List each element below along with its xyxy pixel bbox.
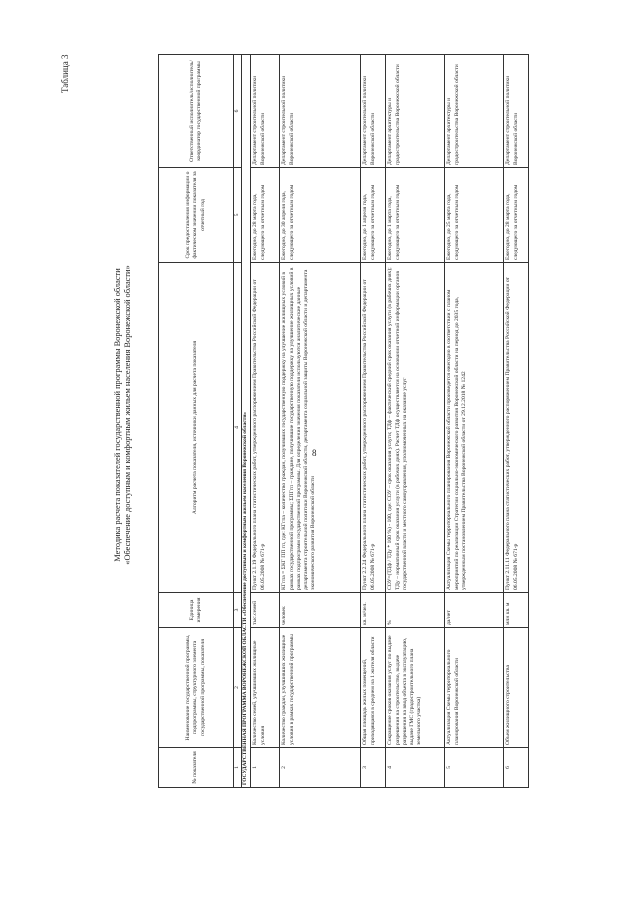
- col-number: 5: [234, 168, 242, 263]
- row-name: Сокращение сроков оказания услуг по выдаче разрешения на строительство, выдаче разрешения на ввод объекта в эксплуатацию, выдаче ГМС (градостроительного плана земельного участка): [386, 628, 445, 748]
- row-algorithm: КГгпа = ΣКГ ПП гп, где: КГгпа – количество граждан, получивших государственную поддержку на улучшение жилищных условий в рамках государственной программы; ΣПГгп – граждане, получившие государственную поддержку на улучшение жилищных условий в рамках подпрограмм государственной программы. Для определения значения показателя используются аналитические данные департамента строительной политики Воронежской области, департамента социальной защиты Воронежской области и департамента экономического развития Воронежской области: [280, 263, 361, 593]
- row-unit: кв. м/чел.: [361, 593, 386, 628]
- table-row: [386, 55, 445, 788]
- header-name: Наименование государственной программы, подпрограммы, структурного элемента государственной программы, показателя: [159, 628, 234, 748]
- table-row: [445, 55, 504, 788]
- row-algorithm: СОУ=(ТДф / ТДу * 100 %) - 100, где: СОУ – срок оказания услуги; ТДф – фактический средний срок оказания услуги (в рабочих днях); ТДу – нормативный срок оказания услуги (в рабочих днях). Расчет ТДф осуществляется на основании отчетной информации органов государственной власти и местного самоуправления, уполномоченных на оказание услуг: [386, 263, 445, 593]
- row-number: 1: [251, 748, 280, 788]
- col-number: 6: [234, 55, 242, 168]
- row-number: 5: [445, 748, 504, 788]
- header-unit: Единица измерения: [159, 593, 234, 628]
- col-number: 1: [234, 748, 242, 788]
- col-number: 3: [234, 593, 242, 628]
- row-responsible: Департамент строительной политики Воронежской области: [251, 55, 280, 168]
- col-number: 4: [234, 263, 242, 593]
- row-name: Объем жилищного строительства: [504, 628, 529, 748]
- table-row: [361, 55, 386, 788]
- row-term: Ежегодно, до 1 апреля года, следующего за отчетным годом: [361, 168, 386, 263]
- column-number-row: [234, 55, 242, 788]
- row-responsible: Департамент строительной политики Воронежской области: [280, 55, 361, 168]
- title-line-2: «Обеспечение доступным и комфортным жильем населения Воронежской области»: [123, 265, 132, 565]
- section-title: ГОСУДАРСТВЕННАЯ ПРОГРАММА ВОРОНЕЖСКОЙ ОБЛАСТИ «Обеспечение доступным и комфортным жильем населения Воронежской области»: [242, 55, 251, 788]
- row-number: 2: [280, 748, 361, 788]
- table-row: [251, 55, 280, 788]
- row-name: Количество граждан, улучшивших жилищные условия в рамках государственной программы: [280, 628, 361, 748]
- row-responsible: Департамент строительной политики Воронежской области: [361, 55, 386, 168]
- table-row: [504, 55, 529, 788]
- row-unit: тыс.семей: [251, 593, 280, 628]
- row-term: Ежегодно, до 30 апреля года, следующего за отчетным годом: [280, 168, 361, 263]
- row-algorithm: Пункт 2.11.11 Федерального плана статистических работ, утвержденного распоряжением Правительства Российской Федерации от 06.05.2008 № 671-р: [504, 263, 529, 593]
- header-number: № показателя: [159, 748, 234, 788]
- header-term: Срок предоставления информации о фактическом значении показателя за отчетный год: [159, 168, 234, 263]
- title-line-1: Методика расчета показателей государственной программы Воронежской области: [113, 268, 122, 562]
- row-responsible: Департамент архитектуры и градостроительства Воронежской области: [445, 55, 504, 168]
- row-name: Актуализация Схемы территориального планирования Воронежской области: [445, 628, 504, 748]
- row-algorithm: Актуализация Схемы территориального планирования Воронежской области произведется ежегодно в соответствии с планом мероприятий по реализации Стратегии социально-экономического развития Воронежской области на период до 2035 года, утвержденным постановлением Правительства Воронежской области от 29.12.2018 № 1242: [445, 263, 504, 593]
- row-name: Общая площадь жилых помещений, приходящаяся в среднем на 1 жителя области: [361, 628, 386, 748]
- row-responsible: Департамент строительной политики Воронежской области: [504, 55, 529, 168]
- page-number: 8: [312, 448, 317, 458]
- row-number: 4: [386, 748, 445, 788]
- row-unit: да/нет: [445, 593, 504, 628]
- document-title: [113, 155, 133, 675]
- section-row: [242, 55, 251, 788]
- row-number: 6: [504, 748, 529, 788]
- row-algorithm: Пункт 2.1.19 Федерального плана статистических работ, утвержденного распоряжением Правительства Российской Федерации от 06.05.2008 № 671-р: [251, 263, 280, 593]
- col-number: 2: [234, 628, 242, 748]
- row-term: Ежегодно, до 25 марта года, следующего за отчетным годом: [445, 168, 504, 263]
- header-responsible: Ответственный исполнитель/исполнитель/ координатор государственной программы: [159, 55, 234, 168]
- row-unit: человек: [280, 593, 361, 628]
- table-label: Таблица 3: [60, 54, 70, 93]
- row-term: Ежегодно, до 28 марта года, следующего за отчетным годом: [251, 168, 280, 263]
- row-unit: млн кв. м: [504, 593, 529, 628]
- table-row: [280, 55, 361, 788]
- row-responsible: Департамент архитектуры и градостроительства Воронежской области: [386, 55, 445, 168]
- row-name: Количество семей, улучшивших жилищные условия: [251, 628, 280, 748]
- row-term: Ежегодно, до 1 марта года, следующего за отчетным годом: [386, 168, 445, 263]
- row-number: 3: [361, 748, 386, 788]
- methodology-table: [158, 54, 529, 788]
- row-unit: %: [386, 593, 445, 628]
- header-algorithm: Алгоритм расчета показателя, источники данных для расчета показателя: [159, 263, 234, 593]
- row-algorithm: Пункт 2.2.24 Федерального плана статистических работ, утвержденного распоряжением Правительства Российской Федерации от 06.05.2008 № 671-р: [361, 263, 386, 593]
- row-term: Ежегодно, до 28 марта года, следующего за отчетным годом: [504, 168, 529, 263]
- table-header-row: [159, 55, 234, 788]
